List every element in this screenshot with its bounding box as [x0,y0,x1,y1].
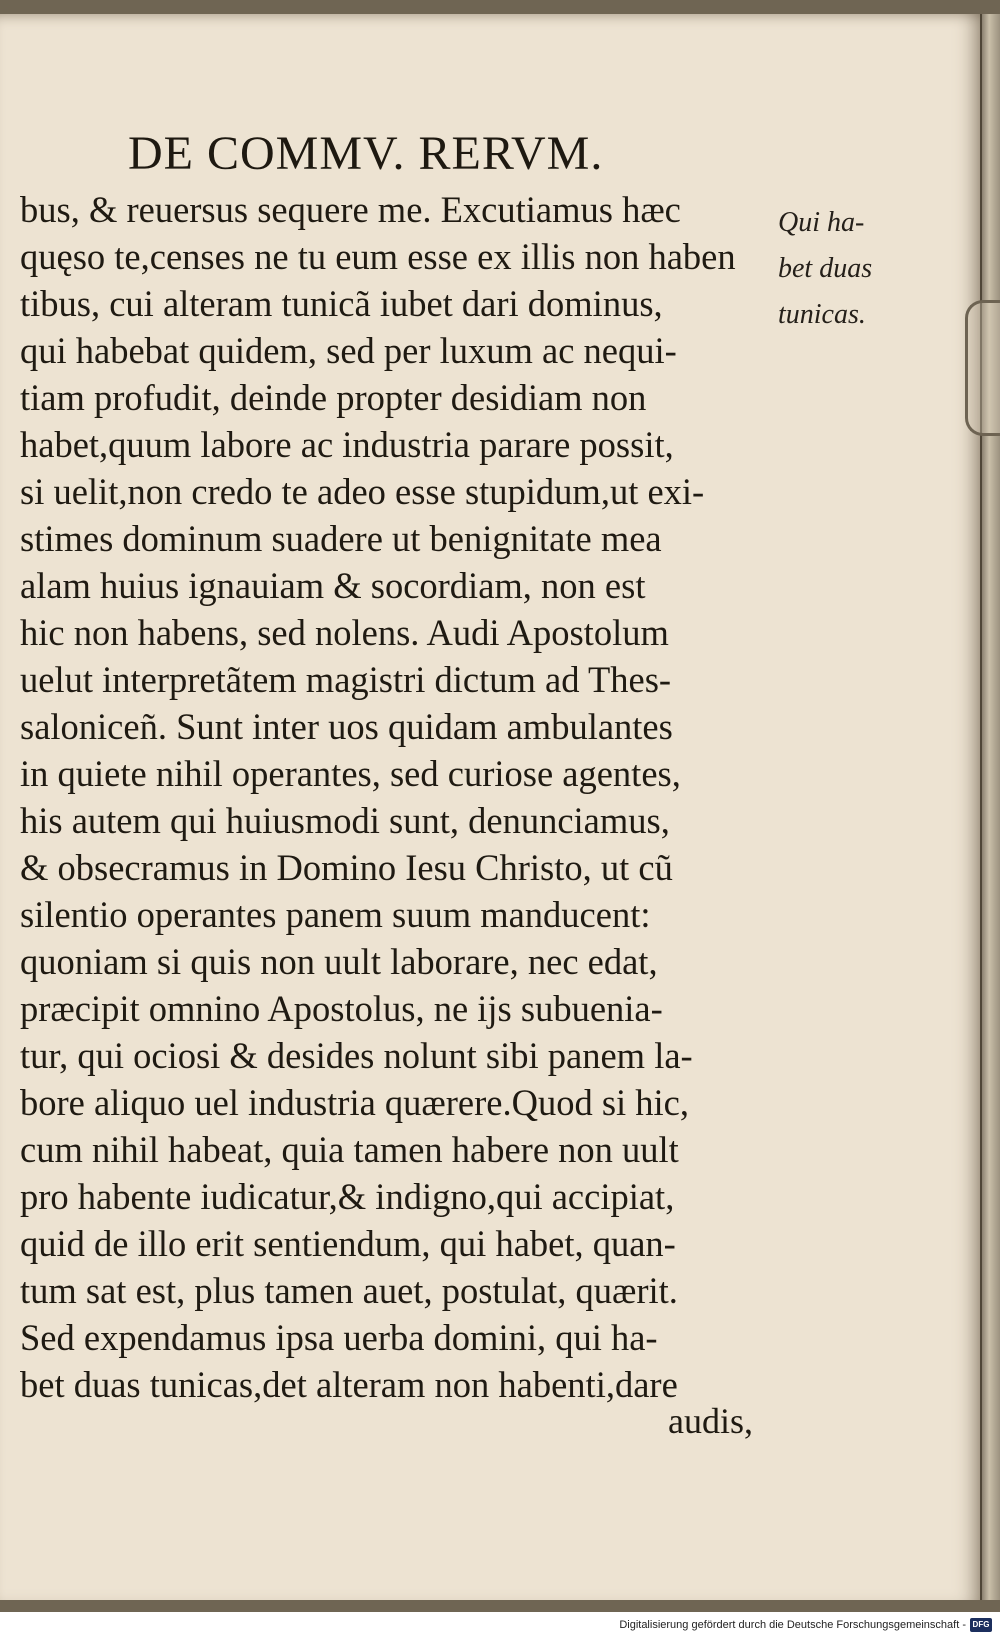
page-edge [982,14,1000,1600]
text-line: in quiete nihil operantes, sed curiose agentes, [20,753,681,794]
margin-note-line: Qui ha- [778,207,865,238]
text-line: tibus, cui alteram tunicã iubet dari dominus, [20,283,663,324]
funding-credit: Digitalisierung gefördert durch die Deutsche Forschungsgemeinschaft - [619,1618,966,1631]
dfg-logo: DFG [970,1618,992,1632]
text-line: tiam profudit, deinde propter desidiam non [20,377,647,418]
text-line: quęso te,censes ne tu eum esse ex illis non haben [20,236,736,277]
text-line: & obsecramus in Domino Iesu Christo, ut cũ [20,847,673,888]
text-line: uelut interpretãtem magistri dictum ad Thes- [20,659,672,700]
text-line: tum sat est, plus tamen auet, postulat, quærit. [20,1270,678,1311]
text-line: saloniceñ. Sunt inter uos quidam ambulantes [20,706,673,747]
text-line: stimes dominum suadere ut benignitate mea [20,518,662,559]
text-line: præcipit omnino Apostolus, ne ijs subuenia- [20,988,663,1029]
text-line: quoniam si quis non uult laborare, nec edat, [20,941,658,982]
body-text [20,186,780,1408]
running-header: DE COMMV. RERVM. [128,127,604,180]
text-line: si uelit,non credo te adeo esse stupidum,ut exi- [20,471,705,512]
text-line: pro habente iudicatur,& indigno,qui accipiat, [20,1176,675,1217]
text-line: silentio operantes panem suum manducent: [20,894,651,935]
text-line: cum nihil habeat, quia tamen habere non uult [20,1129,679,1170]
margin-note-line: bet duas [778,253,873,284]
text-line: Sed expendamus ipsa uerba domini, qui ha- [20,1317,658,1358]
book-clasp [965,300,1000,436]
text-line: quid de illo erit sentiendum, qui habet, quan- [20,1223,676,1264]
text-line: qui habebat quidem, sed per luxum ac nequi- [20,330,677,371]
text-line: habet,quum labore ac industria parare possit, [20,424,674,465]
text-line: bore aliquo uel industria quærere.Quod si hic, [20,1082,690,1123]
footer [0,1614,1000,1635]
text-line: his autem qui huiusmodi sunt, denunciamus, [20,800,670,841]
text-line: bet duas tunicas,det alteram non habenti,dare [20,1364,678,1405]
book-page [0,14,982,1600]
text-line: tur, qui ociosi & desides nolunt sibi panem la- [20,1035,693,1076]
margin-note-line: tunicas. [778,299,866,330]
text-line: bus, & reuersus sequere me. Excutiamus hæc [20,189,681,230]
margin-note [778,200,872,338]
text-line: alam huius ignauiam & socordiam, non est [20,565,646,606]
catchword: audis, [668,1401,753,1441]
text-line: hic non habens, sed nolens. Audi Apostolum [20,612,669,653]
